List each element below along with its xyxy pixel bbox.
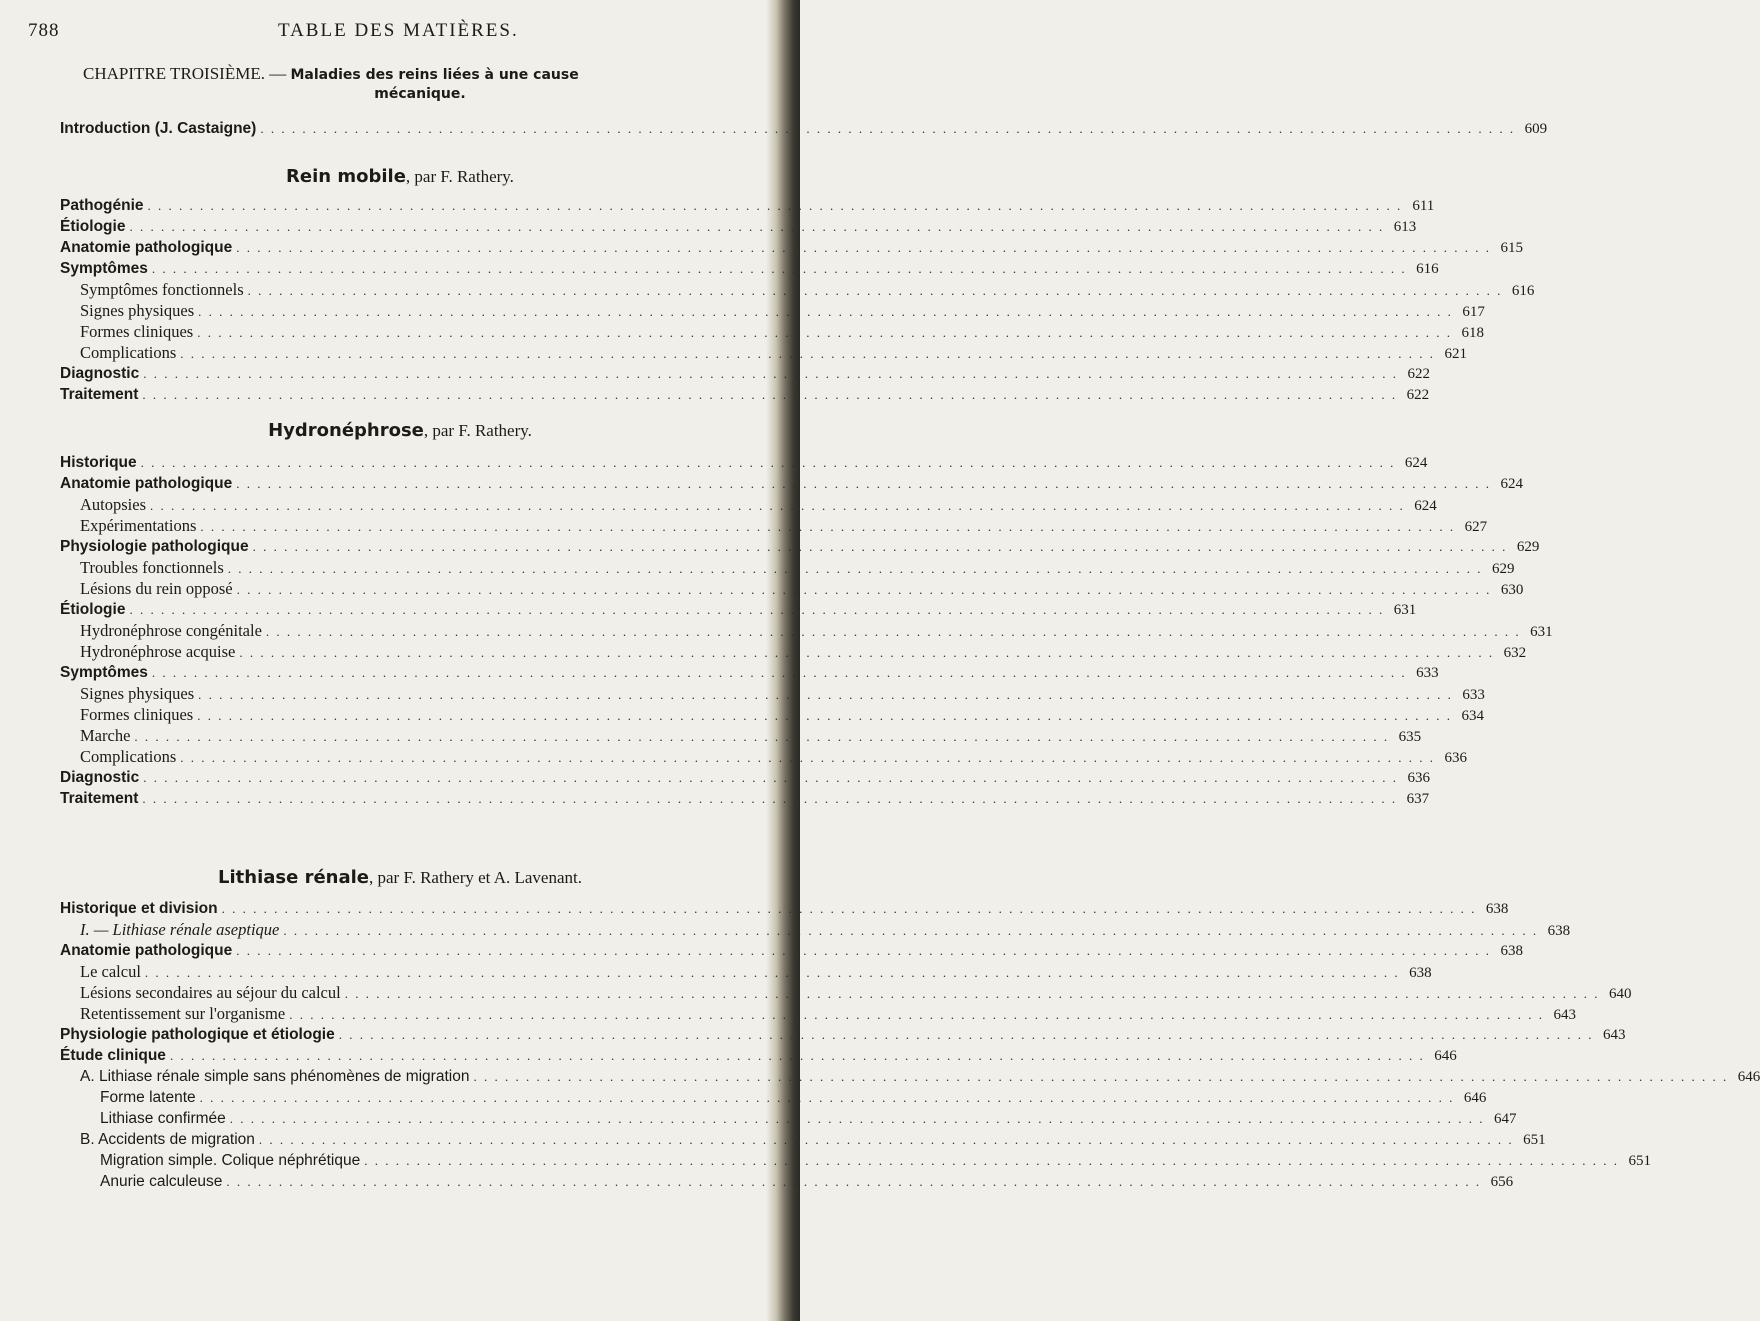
toc-entry[interactable] — [100, 1087, 1487, 1108]
toc-entry-page: 636 — [1407, 770, 1430, 786]
toc-entry-label: Physiologie pathologique — [60, 538, 249, 555]
toc-entry-label: Anurie calculeuse — [100, 1173, 223, 1190]
toc-entry-label: Lésions du rein opposé — [80, 579, 233, 598]
toc-entry-label: I. — Lithiase rénale aseptique — [80, 920, 280, 939]
toc-entry-label: Traitement — [60, 790, 139, 807]
toc-entry[interactable] — [100, 1150, 1651, 1171]
toc-entry[interactable] — [80, 746, 1467, 767]
section-author: , par F. Rathery. — [423, 421, 532, 440]
toc-entry[interactable] — [80, 578, 1524, 599]
toc-entry-page: 622 — [1406, 387, 1430, 403]
toc-entry-page: 617 — [1462, 304, 1485, 320]
toc-entry[interactable] — [100, 1108, 1517, 1129]
chapter-title-part1: Maladies des reins liées à une cause — [290, 67, 579, 83]
chapter-heading — [60, 64, 760, 104]
toc-entry-label: Lésions secondaires au séjour du calcul — [80, 983, 341, 1002]
toc-entry[interactable] — [80, 641, 1527, 662]
leader-dots: . . . . . . . . . . . . . . . . . . . . . . . . . . . . . . . . . . . . . . . . . . . . . . . . . . . . . . . . . . . . . . . . . . . . . . . . . . . . . . . . . . . . . . . . . . . . . . . . . . . . . . . . . . . . . . . . . . . . . . . . — [239, 645, 1495, 660]
section-title: Rein mobile — [286, 166, 406, 187]
toc-entry[interactable] — [60, 1024, 1626, 1045]
toc-entry-page: 633 — [1416, 665, 1439, 681]
toc-entry-label: Marche — [80, 726, 131, 745]
leader-dots: . . . . . . . . . . . . . . . . . . . . . . . . . . . . . . . . . . . . . . . . . . . . . . . . . . . . . . . . . . . . . . . . . . . . . . . . . . . . . . . . . . . . . . . . . . . . . . . . . . . . . . . . . . . . . . . . . . . . . . . . — [150, 498, 1405, 513]
toc-entry-page: 622 — [1407, 366, 1430, 382]
leader-dots: . . . . . . . . . . . . . . . . . . . . . . . . . . . . . . . . . . . . . . . . . . . . . . . . . . . . . . . . . . . . . . . . . . . . . . . . . . . . . . . . . . . . . . . . . . . . . . . . . . . . . . . . . . . . . . . . . . . . . . . . — [198, 687, 1453, 702]
chapter-title-part2: mécanique. — [374, 86, 466, 102]
toc-entry-label: B. Accidents de migration — [80, 1131, 255, 1148]
toc-entry[interactable] — [80, 494, 1437, 515]
leader-dots: . . . . . . . . . . . . . . . . . . . . . . . . . . . . . . . . . . . . . . . . . . . . . . . . . . . . . . . . . . . . . . . . . . . . . . . . . . . . . . . . . . . . . . . . . . . . . . . . . . . . . . . . . . . . . . . . . . . . . . . . — [140, 455, 1396, 470]
toc-entry-label: Lithiase confirmée — [100, 1110, 226, 1127]
toc-entry-page: 643 — [1602, 1027, 1626, 1043]
toc-entry-page: 651 — [1628, 1153, 1651, 1169]
toc-entry-label: Retentissement sur l'organisme — [80, 1004, 286, 1023]
leader-dots: . . . . . . . . . . . . . . . . . . . . . . . . . . . . . . . . . . . . . . . . . . . . . . . . . . . . . . . . . . . . . . . . . . . . . . . . . . . . . . . . . . . . . . . . . . . . . . . . . . . . . . . . . . . . . . . . . . . . . . . . — [338, 1027, 1594, 1042]
toc-entry[interactable] — [60, 1045, 1457, 1066]
toc-entry-page: 618 — [1461, 325, 1484, 341]
leader-dots: . . . . . . . . . . . . . . . . . . . . . . . . . . . . . . . . . . . . . . . . . . . . . . . . . . . . . . . . . . . . . . . . . . . . . . . . . . . . . . . . . . . . . . . . . . . . . . . . . . . . . . . . . . . . . . . . . . . . . . . . — [260, 121, 1516, 136]
leader-dots: . . . . . . . . . . . . . . . . . . . . . . . . . . . . . . . . . . . . . . . . . . . . . . . . . . . . . . . . . . . . . . . . . . . . . . . . . . . . . . . . . . . . . . . . . . . . . . . . . . . . . . . . . . . . . . . . . . . . . . . . — [134, 729, 1390, 744]
toc-entry-label: Introduction (J. Castaigne) — [60, 120, 257, 137]
leader-dots: . . . . . . . . . . . . . . . . . . . . . . . . . . . . . . . . . . . . . . . . . . . . . . . . . . . . . . . . . . . . . . . . . . . . . . . . . . . . . . . . . . . . . . . . . . . . . . . . . . . . . . . . . . . . . . . . . . . . . . . . — [200, 519, 1456, 534]
section-heading-hydronephrose — [0, 420, 800, 441]
section-title: Hydronéphrose — [268, 420, 424, 441]
toc-entry-label: Étude clinique — [60, 1047, 166, 1064]
section-heading-rein-mobile — [0, 166, 800, 187]
toc-entry[interactable] — [80, 1129, 1546, 1150]
toc-entry-label: Traitement — [60, 386, 139, 403]
toc-entry-label: Forme latente — [100, 1089, 196, 1106]
toc-entry-page: 656 — [1490, 1174, 1514, 1190]
leader-dots: . . . . . . . . . . . . . . . . . . . . . . . . . . . . . . . . . . . . . . . . . . . . . . . . . . . . . . . . . . . . . . . . . . . . . . . . . . . . . . . . . . . . . . . . . . . . . . . . . . . . . . . . . . . . . . . . . . . . . . . . — [265, 624, 1521, 639]
toc-entry-label: Expérimentations — [80, 516, 197, 535]
leader-dots: . . . . . . . . . . . . . . . . . . . . . . . . . . . . . . . . . . . . . . . . . . . . . . . . . . . . . . . . . . . . . . . . . . . . . . . . . . . . . . . . . . . . . . . . . . . . . . . . . . . . . . . . . . . . . . . . . . . . . . . . — [129, 219, 1385, 234]
leader-dots: . . . . . . . . . . . . . . . . . . . . . . . . . . . . . . . . . . . . . . . . . . . . . . . . . . . . . . . . . . . . . . . . . . . . . . . . . . . . . . . . . . . . . . . . . . . . . . . . . . . . . . . . . . . . . . . . . . . . . . . . — [197, 325, 1452, 340]
section-title: Lithiase rénale — [218, 867, 370, 888]
toc-entry[interactable] — [80, 982, 1632, 1003]
chapter-prefix: CHAPITRE TROISIÈME. — — [83, 64, 291, 83]
leader-dots: . . . . . . . . . . . . . . . . . . . . . . . . . . . . . . . . . . . . . . . . . . . . . . . . . . . . . . . . . . . . . . . . . . . . . . . . . . . . . . . . . . . . . . . . . . . . . . . . . . . . . . . . . . . . . . . . . . . . . . . . — [142, 387, 1398, 402]
leader-dots: . . . . . . . . . . . . . . . . . . . . . . . . . . . . . . . . . . . . . . . . . . . . . . . . . . . . . . . . . . . . . . . . . . . . . . . . . . . . . . . . . . . . . . . . . . . . . . . . . . . . . . . . . . . . . . . . . . . . . . . . — [199, 1090, 1455, 1105]
leader-dots: . . . . . . . . . . . . . . . . . . . . . . . . . . . . . . . . . . . . . . . . . . . . . . . . . . . . . . . . . . . . . . . . . . . . . . . . . . . . . . . . . . . . . . . . . . . . . . . . . . . . . . . . . . . . . . . . . . . . . . . . — [142, 791, 1398, 806]
toc-entry-page: 646 — [1434, 1048, 1457, 1064]
leader-dots: . . . . . . . . . . . . . . . . . . . . . . . . . . . . . . . . . . . . . . . . . . . . . . . . . . . . . . . . . . . . . . . . . . . . . . . . . . . . . . . . . . . . . . . . . . . . . . . . . . . . . . . . . . . . . . . . . . . . . . . . — [143, 366, 1398, 381]
toc-entry-page: 634 — [1461, 708, 1484, 724]
leader-dots: . . . . . . . . . . . . . . . . . . . . . . . . . . . . . . . . . . . . . . . . . . . . . . . . . . . . . . . . . . . . . . . . . . . . . . . . . . . . . . . . . . . . . . . . . . . . . . . . . . . . . . . . . . . . . . . . . . . . . . . . — [247, 283, 1503, 298]
toc-entry-label: Historique — [60, 454, 137, 471]
running-title: TABLE DES MATIÈRES. — [278, 20, 519, 41]
toc-entry-label: Anatomie pathologique — [60, 942, 233, 959]
toc-entry-page: 646 — [1463, 1090, 1487, 1106]
leader-dots: . . . . . . . . . . . . . . . . . . . . . . . . . . . . . . . . . . . . . . . . . . . . . . . . . . . . . . . . . . . . . . . . . . . . . . . . . . . . . . . . . . . . . . . . . . . . . . . . . . . . . . . . . . . . . . . . . . . . . . . . — [180, 750, 1435, 765]
leader-dots: . . . . . . . . . . . . . . . . . . . . . . . . . . . . . . . . . . . . . . . . . . . . . . . . . . . . . . . . . . . . . . . . . . . . . . . . . . . . . . . . . . . . . . . . . . . . . . . . . . . . . . . . . . . . . . . . . . . . . . . . — [169, 1048, 1425, 1063]
toc-entry-label: Hydronéphrose congénitale — [80, 621, 262, 640]
toc-entry[interactable] — [80, 704, 1484, 725]
chapter-line-1 — [60, 64, 760, 85]
toc-entry-page: 632 — [1503, 645, 1527, 661]
leader-dots: . . . . . . . . . . . . . . . . . . . . . . . . . . . . . . . . . . . . . . . . . . . . . . . . . . . . . . . . . . . . . . . . . . . . . . . . . . . . . . . . . . . . . . . . . . . . . . . . . . . . . . . . . . . . . . . . . . . . . . . . — [229, 1111, 1485, 1126]
toc-entry[interactable] — [60, 898, 1509, 919]
toc-entry[interactable] — [80, 321, 1484, 342]
toc-entry-label: Diagnostic — [60, 769, 140, 786]
toc-entry[interactable] — [60, 237, 1523, 258]
toc-entry-label: Pathogénie — [60, 197, 144, 214]
toc-entry-page: 629 — [1516, 539, 1540, 555]
toc-entry-label: Symptômes — [60, 260, 148, 277]
toc-entry-page: 611 — [1412, 198, 1435, 214]
toc-entry[interactable] — [80, 557, 1515, 578]
toc-entry[interactable] — [60, 216, 1417, 237]
running-head — [28, 20, 758, 46]
toc-entry-page: 643 — [1553, 1007, 1576, 1023]
toc-entry-label: Formes cliniques — [80, 705, 194, 724]
toc-entry-label: Étiologie — [60, 601, 126, 618]
toc-entry-page: 616 — [1511, 283, 1535, 299]
toc-entry-page: 615 — [1500, 240, 1523, 256]
leader-dots: . . . . . . . . . . . . . . . . . . . . . . . . . . . . . . . . . . . . . . . . . . . . . . . . . . . . . . . . . . . . . . . . . . . . . . . . . . . . . . . . . . . . . . . . . . . . . . . . . . . . . . . . . . . . . . . . . . . . . . . . — [236, 240, 1491, 255]
leader-dots: . . . . . . . . . . . . . . . . . . . . . . . . . . . . . . . . . . . . . . . . . . . . . . . . . . . . . . . . . . . . . . . . . . . . . . . . . . . . . . . . . . . . . . . . . . . . . . . . . . . . . . . . . . . . . . . . . . . . . . . . — [236, 943, 1491, 958]
toc-entry[interactable] — [80, 279, 1535, 300]
leader-dots: . . . . . . . . . . . . . . . . . . . . . . . . . . . . . . . . . . . . . . . . . . . . . . . . . . . . . . . . . . . . . . . . . . . . . . . . . . . . . . . . . . . . . . . . . . . . . . . . . . . . . . . . . . . . . . . . . . . . . . . . — [252, 539, 1508, 554]
toc-entry-page: 637 — [1406, 791, 1430, 807]
leader-dots: . . . . . . . . . . . . . . . . . . . . . . . . . . . . . . . . . . . . . . . . . . . . . . . . . . . . . . . . . . . . . . . . . . . . . . . . . . . . . . . . . . . . . . . . . . . . . . . . . . . . . . . . . . . . . . . . . . . . . . . . — [236, 476, 1491, 491]
toc-entry[interactable] — [80, 725, 1422, 746]
toc-entry[interactable] — [60, 788, 1430, 809]
toc-entry-page: 638 — [1500, 943, 1523, 959]
leader-dots: . . . . . . . . . . . . . . . . . . . . . . . . . . . . . . . . . . . . . . . . . . . . . . . . . . . . . . . . . . . . . . . . . . . . . . . . . . . . . . . . . . . . . . . . . . . . . . . . . . . . . . . . . . . . . . . . . . . . . . . . — [236, 582, 1492, 597]
leader-dots: . . . . . . . . . . . . . . . . . . . . . . . . . . . . . . . . . . . . . . . . . . . . . . . . . . . . . . . . . . . . . . . . . . . . . . . . . . . . . . . . . . . . . . . . . . . . . . . . . . . . . . . . . . . . . . . . . . . . . . . . — [227, 561, 1483, 576]
toc-entry-label: Complications — [80, 343, 177, 362]
toc-entry-label: Diagnostic — [60, 365, 140, 382]
toc-entry-page: 646 — [1737, 1069, 1760, 1085]
toc-entry-page: 638 — [1409, 965, 1432, 981]
toc-entry[interactable] — [60, 195, 1435, 216]
toc-entry[interactable] — [80, 919, 1571, 940]
leader-dots: . . . . . . . . . . . . . . . . . . . . . . . . . . . . . . . . . . . . . . . . . . . . . . . . . . . . . . . . . . . . . . . . . . . . . . . . . . . . . . . . . . . . . . . . . . . . . . . . . . . . . . . . . . . . . . . . . . . . . . . . — [344, 986, 1600, 1001]
toc-entry[interactable] — [60, 258, 1439, 279]
leader-dots: . . . . . . . . . . . . . . . . . . . . . . . . . . . . . . . . . . . . . . . . . . . . . . . . . . . . . . . . . . . . . . . . . . . . . . . . . . . . . . . . . . . . . . . . . . . . . . . . . . . . . . . . . . . . . . . . . . . . . . . . — [144, 965, 1400, 980]
toc-entry-label: Formes cliniques — [80, 322, 194, 341]
leader-dots: . . . . . . . . . . . . . . . . . . . . . . . . . . . . . . . . . . . . . . . . . . . . . . . . . . . . . . . . . . . . . . . . . . . . . . . . . . . . . . . . . . . . . . . . . . . . . . . . . . . . . . . . . . . . . . . . . . . . . . . . — [147, 198, 1403, 213]
toc-entry-page: 624 — [1404, 455, 1428, 471]
toc-entry[interactable] — [80, 1066, 1760, 1087]
toc-entry-label: A. Lithiase rénale simple sans phénomènes de migration — [80, 1068, 470, 1085]
section-heading-lithiase-renale — [0, 867, 800, 888]
section-author: , par F. Rathery. — [405, 167, 514, 186]
toc-entry[interactable] — [60, 940, 1523, 961]
toc-entry[interactable] — [60, 452, 1428, 473]
toc-entry[interactable] — [60, 662, 1439, 683]
leader-dots: . . . . . . . . . . . . . . . . . . . . . . . . . . . . . . . . . . . . . . . . . . . . . . . . . . . . . . . . . . . . . . . . . . . . . . . . . . . . . . . . . . . . . . . . . . . . . . . . . . . . . . . . . . . . . . . . . . . . . . . . — [151, 261, 1407, 276]
leader-dots: . . . . . . . . . . . . . . . . . . . . . . . . . . . . . . . . . . . . . . . . . . . . . . . . . . . . . . . . . . . . . . . . . . . . . . . . . . . . . . . . . . . . . . . . . . . . . . . . . . . . . . . . . . . . . . . . . . . . . . . . — [364, 1153, 1619, 1168]
toc-entry-page: 624 — [1414, 498, 1437, 514]
toc-entry[interactable] — [60, 536, 1540, 557]
toc-entry[interactable] — [80, 342, 1467, 363]
toc-entry[interactable] — [80, 1003, 1576, 1024]
toc-entry[interactable] — [60, 767, 1430, 788]
toc-entry-label: Physiologie pathologique et étiologie — [60, 1026, 335, 1043]
toc-entry-label: Autopsies — [80, 495, 146, 514]
leader-dots: . . . . . . . . . . . . . . . . . . . . . . . . . . . . . . . . . . . . . . . . . . . . . . . . . . . . . . . . . . . . . . . . . . . . . . . . . . . . . . . . . . . . . . . . . . . . . . . . . . . . . . . . . . . . . . . . . . . . . . . . — [289, 1007, 1544, 1022]
leader-dots: . . . . . . . . . . . . . . . . . . . . . . . . . . . . . . . . . . . . . . . . . . . . . . . . . . . . . . . . . . . . . . . . . . . . . . . . . . . . . . . . . . . . . . . . . . . . . . . . . . . . . . . . . . . . . . . . . . . . . . . . — [283, 923, 1539, 938]
section-author: , par F. Rathery et A. Lavenant. — [369, 868, 582, 887]
toc-entry[interactable] — [60, 473, 1523, 494]
toc-entry-page: 621 — [1444, 346, 1467, 362]
toc-entry-page: 631 — [1393, 602, 1417, 618]
toc-entry-page: 640 — [1608, 986, 1632, 1002]
toc-entry[interactable] — [100, 1171, 1514, 1192]
toc-entry[interactable] — [80, 300, 1485, 321]
toc-entry-page: 629 — [1492, 561, 1515, 577]
toc-entry[interactable] — [60, 384, 1430, 405]
toc-entry[interactable] — [80, 515, 1488, 536]
toc-entry-label: Signes physiques — [80, 684, 195, 703]
toc-entry-label: Symptômes — [60, 664, 148, 681]
leader-dots: . . . . . . . . . . . . . . . . . . . . . . . . . . . . . . . . . . . . . . . . . . . . . . . . . . . . . . . . . . . . . . . . . . . . . . . . . . . . . . . . . . . . . . . . . . . . . . . . . . . . . . . . . . . . . . . . . . . . . . . . — [197, 708, 1452, 723]
toc-entry-page: 638 — [1547, 923, 1571, 939]
toc-entry-label: Historique et division — [60, 900, 218, 917]
toc-entry-page: 631 — [1530, 624, 1553, 640]
toc-entry-label: Étiologie — [60, 218, 126, 235]
page-number: 788 — [28, 20, 60, 41]
toc-entry-label: Symptômes fonctionnels — [80, 280, 244, 299]
leader-dots: . . . . . . . . . . . . . . . . . . . . . . . . . . . . . . . . . . . . . . . . . . . . . . . . . . . . . . . . . . . . . . . . . . . . . . . . . . . . . . . . . . . . . . . . . . . . . . . . . . . . . . . . . . . . . . . . . . . . . . . . — [151, 665, 1407, 680]
toc-entry-page: 609 — [1524, 121, 1548, 137]
toc-entry-label: Signes physiques — [80, 301, 195, 320]
toc-entry-label: Le calcul — [80, 962, 141, 981]
toc-entry-page: 638 — [1485, 901, 1509, 917]
toc-entry-label: Hydronéphrose acquise — [80, 642, 236, 661]
toc-entry-label: Anatomie pathologique — [60, 475, 233, 492]
toc-entry-page: 630 — [1500, 582, 1524, 598]
toc-entry-label: Troubles fonctionnels — [80, 558, 224, 577]
toc-entry-label: Migration simple. Colique néphrétique — [100, 1152, 361, 1169]
toc-entry-page: 635 — [1398, 729, 1422, 745]
toc-entry-page: 636 — [1444, 750, 1467, 766]
toc-entry[interactable] — [60, 599, 1417, 620]
leader-dots: . . . . . . . . . . . . . . . . . . . . . . . . . . . . . . . . . . . . . . . . . . . . . . . . . . . . . . . . . . . . . . . . . . . . . . . . . . . . . . . . . . . . . . . . . . . . . . . . . . . . . . . . . . . . . . . . . . . . . . . . — [221, 901, 1477, 916]
toc-entry-introduction[interactable] — [60, 118, 1548, 139]
leader-dots: . . . . . . . . . . . . . . . . . . . . . . . . . . . . . . . . . . . . . . . . . . . . . . . . . . . . . . . . . . . . . . . . . . . . . . . . . . . . . . . . . . . . . . . . . . . . . . . . . . . . . . . . . . . . . . . . . . . . . . . . — [258, 1132, 1514, 1147]
leader-dots: . . . . . . . . . . . . . . . . . . . . . . . . . . . . . . . . . . . . . . . . . . . . . . . . . . . . . . . . . . . . . . . . . . . . . . . . . . . . . . . . . . . . . . . . . . . . . . . . . . . . . . . . . . . . . . . . . . . . . . . . — [226, 1174, 1482, 1189]
leader-dots: . . . . . . . . . . . . . . . . . . . . . . . . . . . . . . . . . . . . . . . . . . . . . . . . . . . . . . . . . . . . . . . . . . . . . . . . . . . . . . . . . . . . . . . . . . . . . . . . . . . . . . . . . . . . . . . . . . . . . . . . — [473, 1069, 1729, 1084]
toc-entry-label: Anatomie pathologique — [60, 239, 233, 256]
leader-dots: . . . . . . . . . . . . . . . . . . . . . . . . . . . . . . . . . . . . . . . . . . . . . . . . . . . . . . . . . . . . . . . . . . . . . . . . . . . . . . . . . . . . . . . . . . . . . . . . . . . . . . . . . . . . . . . . . . . . . . . . — [143, 770, 1398, 785]
toc-entry[interactable] — [60, 363, 1430, 384]
toc-entry[interactable] — [80, 620, 1553, 641]
toc-entry-page: 651 — [1523, 1132, 1546, 1148]
toc-entry-page: 633 — [1462, 687, 1485, 703]
toc-entry[interactable] — [80, 683, 1485, 704]
toc-entry-page: 647 — [1494, 1111, 1517, 1127]
toc-entry-page: 616 — [1416, 261, 1439, 277]
leader-dots: . . . . . . . . . . . . . . . . . . . . . . . . . . . . . . . . . . . . . . . . . . . . . . . . . . . . . . . . . . . . . . . . . . . . . . . . . . . . . . . . . . . . . . . . . . . . . . . . . . . . . . . . . . . . . . . . . . . . . . . . — [129, 602, 1385, 617]
leader-dots: . . . . . . . . . . . . . . . . . . . . . . . . . . . . . . . . . . . . . . . . . . . . . . . . . . . . . . . . . . . . . . . . . . . . . . . . . . . . . . . . . . . . . . . . . . . . . . . . . . . . . . . . . . . . . . . . . . . . . . . . — [180, 346, 1435, 361]
leader-dots: . . . . . . . . . . . . . . . . . . . . . . . . . . . . . . . . . . . . . . . . . . . . . . . . . . . . . . . . . . . . . . . . . . . . . . . . . . . . . . . . . . . . . . . . . . . . . . . . . . . . . . . . . . . . . . . . . . . . . . . . — [198, 304, 1453, 319]
toc-entry[interactable] — [80, 961, 1432, 982]
toc-entry-page: 613 — [1393, 219, 1417, 235]
toc-entry-page: 624 — [1500, 476, 1523, 492]
toc-entry-label: Complications — [80, 747, 177, 766]
toc-entry-page: 627 — [1464, 519, 1488, 535]
